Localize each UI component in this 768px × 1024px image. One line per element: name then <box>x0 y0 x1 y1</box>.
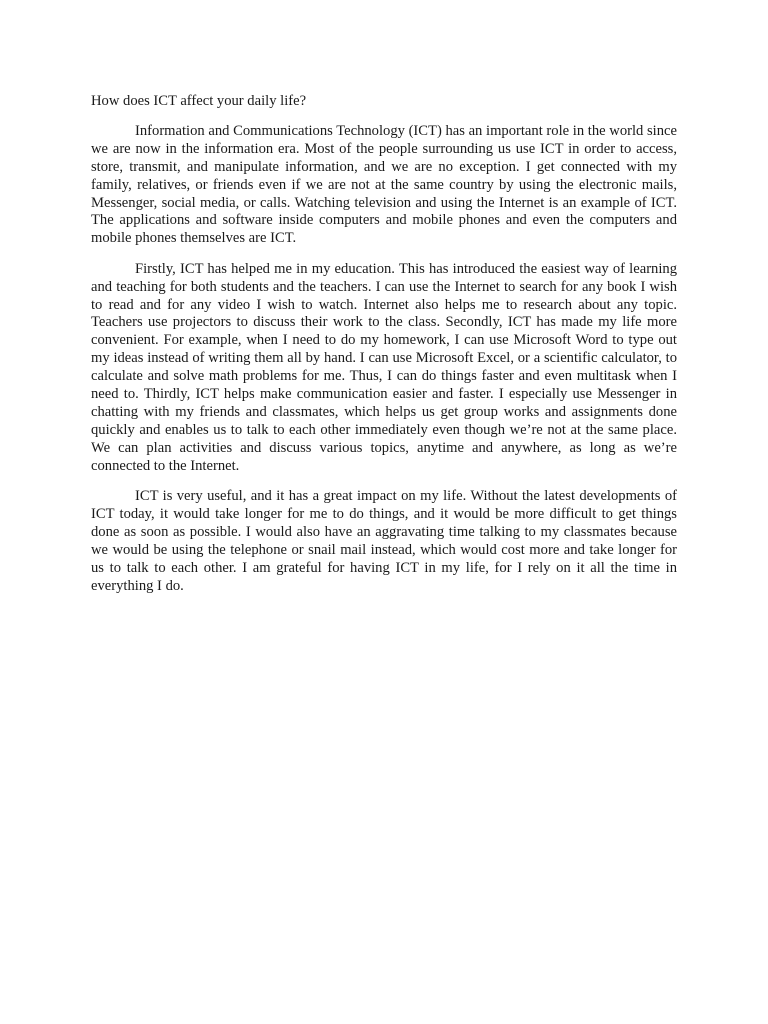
document-body <box>91 93 677 608</box>
paragraph-conclusion: ICT is very useful, and it has a great impact on my life. Without the latest developments of ICT today, it would take longer for me to do things, and it would be more difficult to get things done as soon as possible. I would also have an aggravating time talking to my classmates because we would be using the telephone or snail mail instead, which would cost more and take longer for us to talk to each other. I am grateful for having ICT in my life, for I rely on it all the time in everything I do. <box>91 488 677 594</box>
paragraph-body: Firstly, ICT has helped me in my education. This has introduced the easiest way of learning and teaching for both students and the teachers. I can use the Internet to search for any book I wish to read and for any video I wish to watch. Internet also helps me to research about any topic. Teachers use projectors to discuss their work to the class. Secondly, ICT has made my life more convenient. For example, when I need to do my homework, I can use Microsoft Word to type out my ideas instead of writing them all by hand. I can use Microsoft Excel, or a scientific calculator, to calculate and solve math problems for me. Thus, I can do things faster and even multitask when I need to. Thirdly, ICT helps make communication easier and faster. I especially use Messenger in chatting with my friends and classmates, which helps us get group works and assignments done quickly and enables us to talk to each other immediately even though we’re not at the same place. We can plan activities and discuss various topics, anytime and anywhere, as long as we’re connected to the Internet. <box>91 260 677 474</box>
paragraph-introduction: Information and Communications Technology (ICT) has an important role in the world since we are now in the information era. Most of the people surrounding us use ICT in order to access, store, transmit, and manipulate information, and we are no exception. I get connected with my family, relatives, or friends even if we are not at the same country by using the electronic mails, Messenger, social media, or calls. Watching television and using the Internet is an example of ICT. The applications and software inside computers and mobile phones and even the computers and mobile phones themselves are ICT. <box>91 122 677 247</box>
essay-question: How does ICT affect your daily life? <box>91 93 307 109</box>
